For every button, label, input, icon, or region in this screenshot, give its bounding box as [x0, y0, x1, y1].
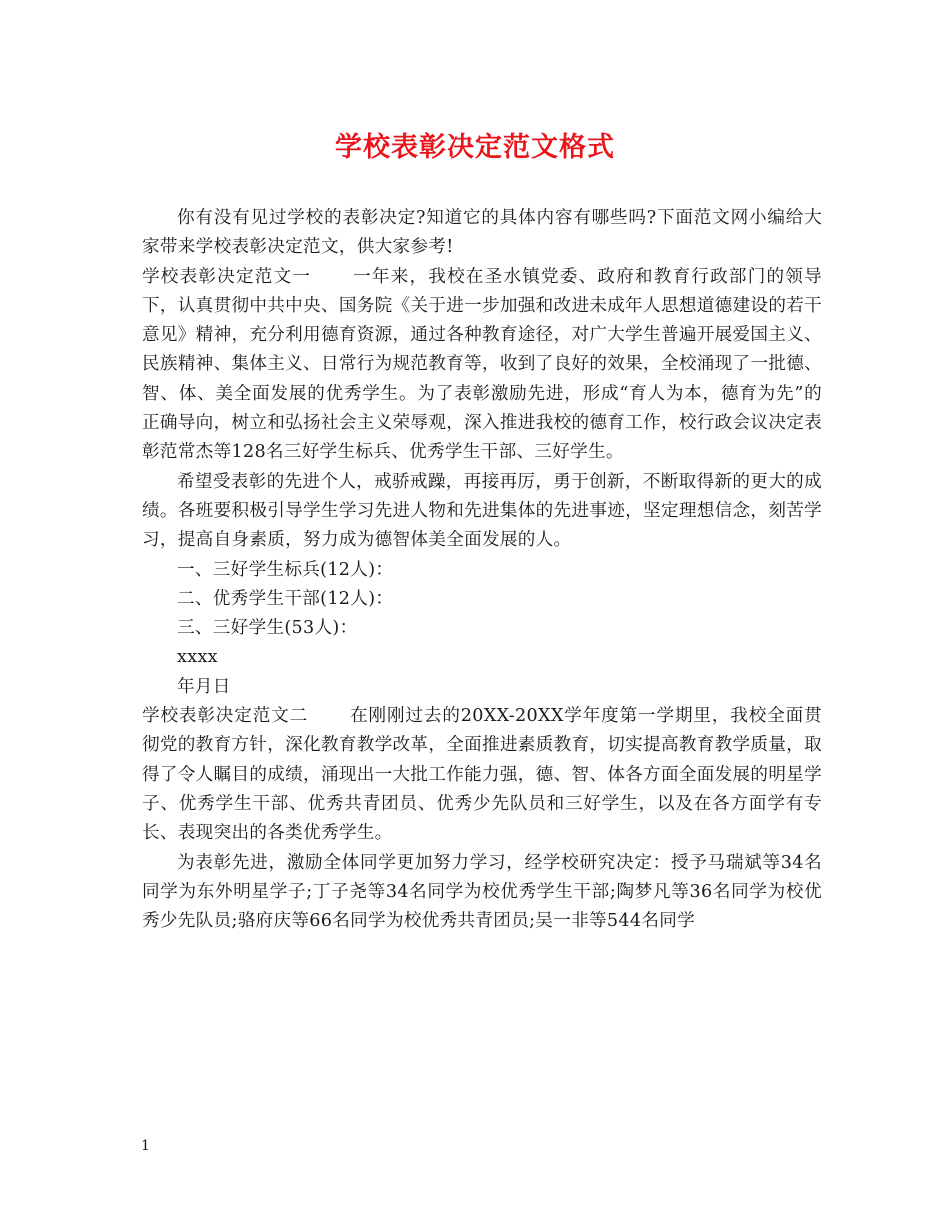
list-item-1: 一、三好学生标兵(12人)：	[177, 559, 394, 580]
section1-paragraph1	[142, 263, 822, 468]
list-item-2: 二、优秀学生干部(12人)：	[177, 588, 394, 609]
document-title: 学校表彰决定范文格式	[335, 132, 615, 163]
section2-text1: 在刚刚过去的20XX-20XX学年度第一学期里，我校全面贯彻党的教育方针，深化教育教学改革，全面推进素质教育，切实提高教育教学质量，取得了令人瞩目的成绩，涌现出一大批工作能力强，德、智、体各方面全面发展的明星学子、优秀学生干部、优秀共青团员、优秀少先队员和三好学生，以及在各方面学有专长、表现突出的各类优秀学生。	[142, 706, 823, 844]
section1-label: 学校表彰决定范文一	[142, 266, 312, 287]
document-body	[142, 204, 822, 936]
section2-paragraph1	[142, 702, 822, 848]
section1-text1: 一年来，我校在圣水镇党委、政府和教育行政部门的领导下，认真贯彻中共中央、国务院《关于进一步加强和改进未成年人思想道德建设的若干意见》精神，充分利用德育资源，通过各种教育途径，对广大学生普遍开展爱国主义、民族精神、集体主义、日常行为规范教育等，收到了良好的效果，全校涌现了一批德、智、体、美全面发展的优秀学生。为了表彰激励先进，形成“育人为本，德育为先”的正确导向，树立和弘扬社会主义荣辱观，深入推进我校的德育工作，校行政会议决定表彰范常杰等128名三好学生标兵、优秀学生干部、三好学生。	[142, 266, 822, 463]
section1-paragraph2: 希望受表彰的先进个人，戒骄戒躁，再接再厉，勇于创新，不断取得新的更大的成绩。各班要积极引导学生学习先进人物和先进集体的先进事迹，坚定理想信念，刻苦学习，提高自身素质，努力成为德智体美全面发展的人。	[142, 471, 822, 551]
intro-paragraph: 你有没有见过学校的表彰决定?知道它的具体内容有哪些吗?下面范文网小编给大家带来学校表彰决定范文，供大家参考!	[142, 208, 822, 258]
page-number: 1	[141, 1138, 150, 1154]
signature: xxxx	[177, 647, 218, 668]
section2-label: 学校表彰决定范文二	[142, 706, 309, 727]
date-line: 年月日	[177, 676, 231, 697]
list-item-3: 三、三好学生(53人)：	[177, 618, 358, 639]
section2-paragraph2: 为表彰先进，激励全体同学更加努力学习，经学校研究决定：授予马瑞斌等34名同学为东外明星学子;丁子尧等34名同学为校优秀学生干部;陶梦凡等36名同学为校优秀少先队员;骆府庆等66名同学为校优秀共青团员;吴一非等544名同学	[142, 852, 822, 932]
